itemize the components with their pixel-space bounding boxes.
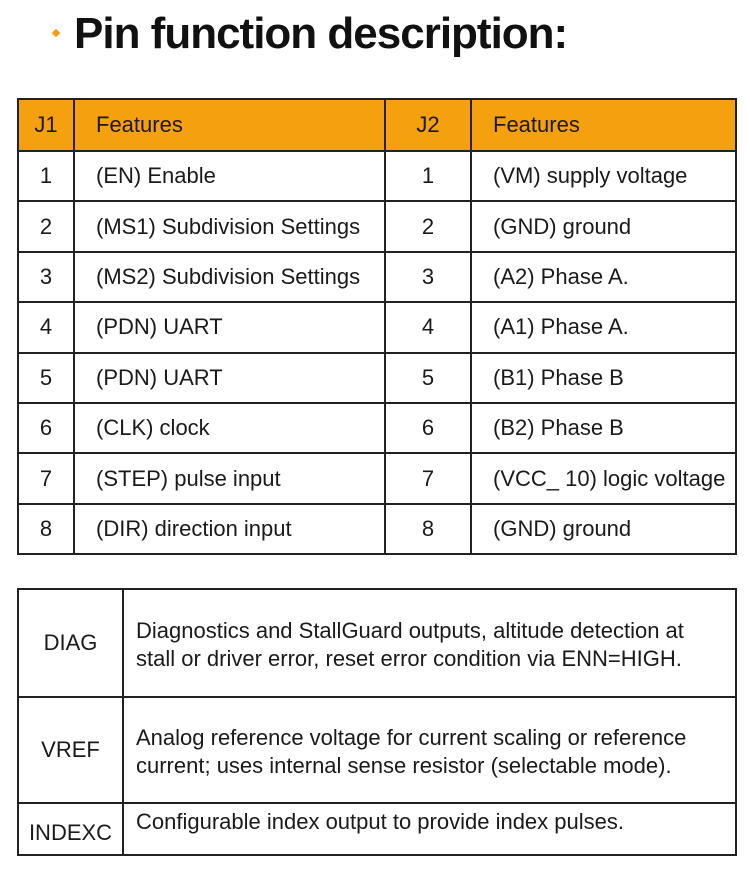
description-line: stall or driver error, reset error condition via ENN=HIGH.	[136, 646, 682, 671]
j1-pin-feature: (MS2) Subdivision Settings	[74, 252, 385, 302]
j1-pin-number: 3	[18, 252, 74, 302]
signal-description-vref	[123, 697, 736, 803]
j2-pin-feature: (VM) supply voltage	[471, 151, 736, 201]
j2-pin-number: 3	[385, 252, 471, 302]
j2-pin-feature: (VCC_ 10) logic voltage	[471, 453, 736, 503]
j1-pin-feature: (PDN) UART	[74, 302, 385, 352]
j1-pin-feature: (STEP) pulse input	[74, 453, 385, 503]
j2-pin-number: 1	[385, 151, 471, 201]
j1-pin-feature: (DIR) direction input	[74, 504, 385, 554]
signal-name-diag: DIAG	[18, 589, 123, 697]
j2-pin-feature: (B1) Phase B	[471, 353, 736, 403]
column-header-j2-features: Features	[471, 99, 736, 151]
j2-pin-feature: (B2) Phase B	[471, 403, 736, 453]
j2-pin-number: 4	[385, 302, 471, 352]
j1-pin-feature: (CLK) clock	[74, 403, 385, 453]
description-line: Analog reference voltage for current scaling or reference	[136, 725, 687, 750]
table-row	[18, 504, 736, 554]
description-table	[17, 588, 737, 856]
j2-pin-number: 6	[385, 403, 471, 453]
j1-pin-number: 8	[18, 504, 74, 554]
table-row	[18, 302, 736, 352]
j1-pin-number: 1	[18, 151, 74, 201]
j1-pin-number: 6	[18, 403, 74, 453]
j1-pin-number: 5	[18, 353, 74, 403]
description-row-vref	[18, 697, 736, 803]
j1-pin-number: 7	[18, 453, 74, 503]
table-row	[18, 403, 736, 453]
signal-description-diag	[123, 589, 736, 697]
j2-pin-number: 5	[385, 353, 471, 403]
description-row-indexc	[18, 803, 736, 855]
j2-pin-number: 7	[385, 453, 471, 503]
j2-pin-feature: (GND) ground	[471, 201, 736, 251]
page-title: Pin function description:	[74, 9, 568, 58]
table-row	[18, 252, 736, 302]
j1-pin-number: 2	[18, 201, 74, 251]
table-row	[18, 151, 736, 201]
description-line: current; uses internal sense resistor (selectable mode).	[136, 753, 672, 778]
j2-pin-number: 2	[385, 201, 471, 251]
table-row	[18, 353, 736, 403]
pin-table	[17, 98, 737, 555]
column-header-j1: J1	[18, 99, 74, 151]
j2-pin-feature: (GND) ground	[471, 504, 736, 554]
column-header-j2: J2	[385, 99, 471, 151]
j1-pin-feature: (EN) Enable	[74, 151, 385, 201]
table-row	[18, 201, 736, 251]
j2-pin-feature: (A1) Phase A.	[471, 302, 736, 352]
description-row-diag	[18, 589, 736, 697]
page-header	[0, 0, 750, 98]
j1-pin-number: 4	[18, 302, 74, 352]
description-line: Configurable index output to provide index pulses.	[136, 809, 624, 834]
bullet-icon	[52, 29, 60, 37]
column-header-j1-features: Features	[74, 99, 385, 151]
j2-pin-number: 8	[385, 504, 471, 554]
signal-name-vref: VREF	[18, 697, 123, 803]
pin-table-header	[18, 99, 736, 151]
description-line: Diagnostics and StallGuard outputs, altitude detection at	[136, 618, 684, 643]
j1-pin-feature: (PDN) UART	[74, 353, 385, 403]
signal-name-indexc: INDEXC	[18, 803, 123, 855]
j1-pin-feature: (MS1) Subdivision Settings	[74, 201, 385, 251]
signal-description-indexc	[123, 803, 736, 855]
table-row	[18, 453, 736, 503]
j2-pin-feature: (A2) Phase A.	[471, 252, 736, 302]
